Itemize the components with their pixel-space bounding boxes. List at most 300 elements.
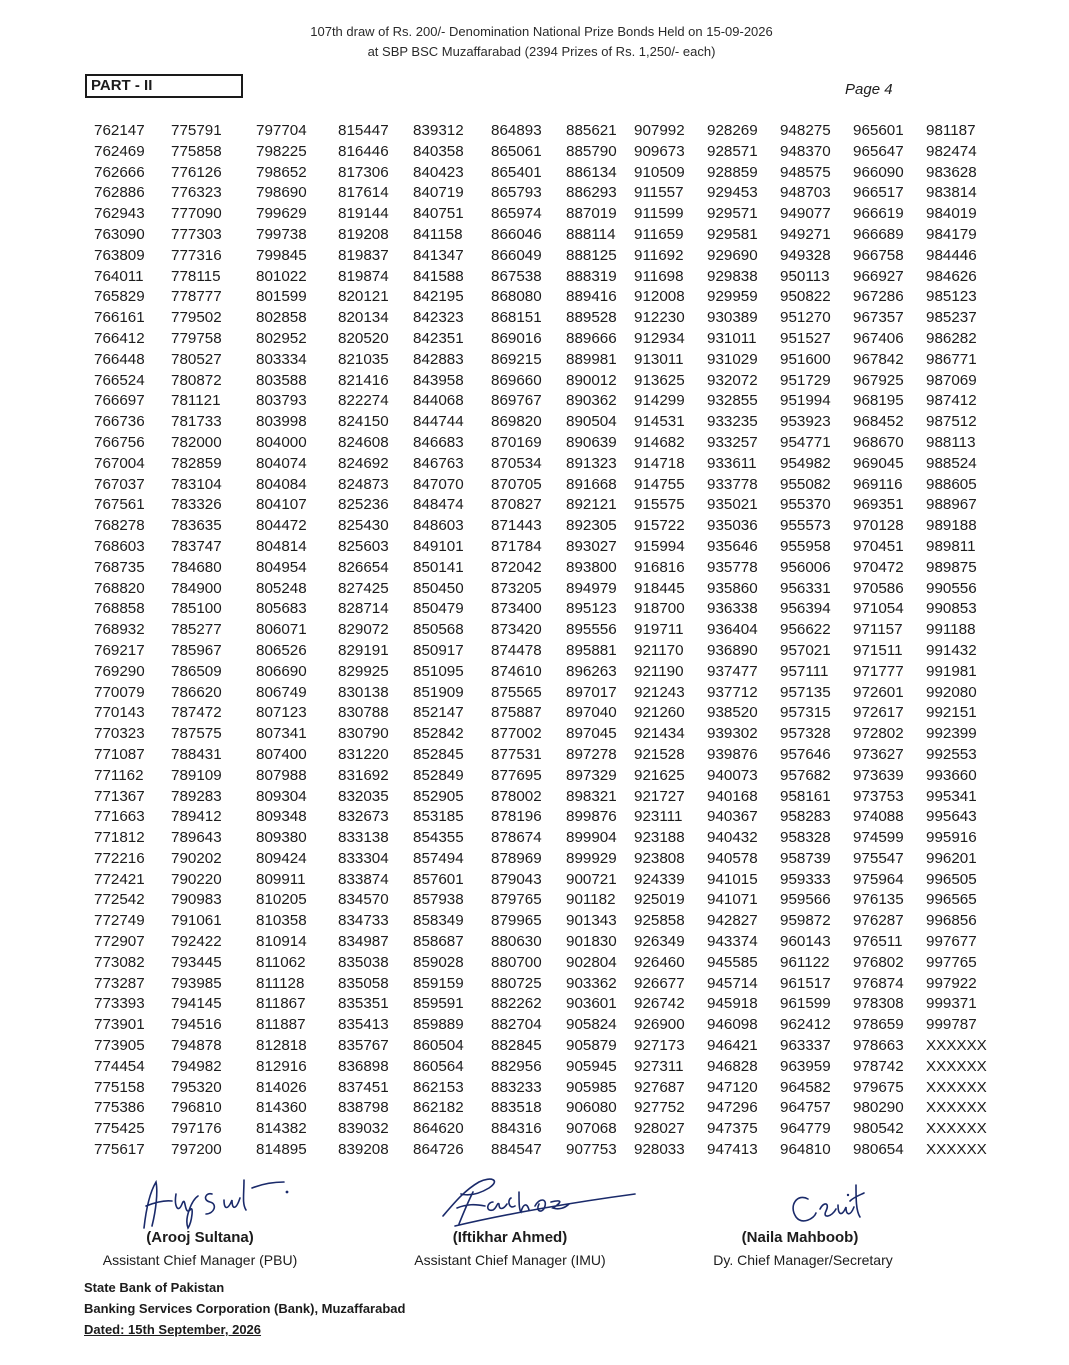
prize-number: 951729 <box>780 371 831 389</box>
prize-number: 942827 <box>707 912 758 930</box>
prize-number: 773393 <box>94 995 145 1013</box>
prize-number: 889981 <box>566 350 617 368</box>
prize-number: 828714 <box>338 600 389 618</box>
prize-number: 926742 <box>634 995 685 1013</box>
prize-number: 951270 <box>780 309 831 327</box>
prize-number: 773287 <box>94 974 145 992</box>
prize-number: 807123 <box>256 704 307 722</box>
prize-number: 897040 <box>566 704 617 722</box>
prize-number: 980290 <box>853 1099 904 1117</box>
prize-number: 928859 <box>707 163 758 181</box>
prize-number: 988524 <box>926 454 977 472</box>
number-column <box>707 121 791 1161</box>
prize-number: 966619 <box>853 205 904 223</box>
prize-number: 957021 <box>780 641 831 659</box>
prize-number: 975547 <box>853 849 904 867</box>
prize-number: 762469 <box>94 142 145 160</box>
prize-number: 817614 <box>338 184 389 202</box>
prize-number: 963959 <box>780 1057 831 1075</box>
prize-number: 775617 <box>94 1141 145 1159</box>
prize-number: 776126 <box>171 163 222 181</box>
prize-number: 810358 <box>256 912 307 930</box>
prize-number: 832035 <box>338 787 389 805</box>
prize-number: 846763 <box>413 454 464 472</box>
prize-number: 867538 <box>491 267 542 285</box>
prize-number: 995916 <box>926 829 977 847</box>
prize-number: 797200 <box>171 1141 222 1159</box>
prize-number: 968195 <box>853 392 904 410</box>
prize-number: 976287 <box>853 912 904 930</box>
prize-number: 824692 <box>338 454 389 472</box>
prize-number: 792422 <box>171 933 222 951</box>
prize-number: 781121 <box>171 392 221 410</box>
signature-arooj-sultana <box>132 1170 292 1235</box>
prize-number: 889528 <box>566 309 617 327</box>
prize-number: 852845 <box>413 745 464 763</box>
prize-number: 770323 <box>94 725 145 743</box>
prize-number: 976802 <box>853 953 904 971</box>
signatory-2-title: Assistant Chief Manager (IMU) <box>414 1252 606 1268</box>
prize-number: 956394 <box>780 600 831 618</box>
prize-number: 926677 <box>634 974 685 992</box>
number-column <box>780 121 864 1161</box>
prize-number: 848474 <box>413 496 464 514</box>
prize-number: 935036 <box>707 517 758 535</box>
prize-number: 806690 <box>256 662 307 680</box>
prize-number: 850568 <box>413 621 464 639</box>
prize-number: 928027 <box>634 1120 685 1138</box>
prize-number: 914682 <box>634 433 685 451</box>
prize-number: 884316 <box>491 1120 542 1138</box>
prize-number: 970472 <box>853 558 904 576</box>
prize-number: 842195 <box>413 288 464 306</box>
prize-number: 882956 <box>491 1057 542 1075</box>
prize-number: 857494 <box>413 849 464 867</box>
prize-number: 784900 <box>171 579 222 597</box>
prize-number: 766756 <box>94 433 145 451</box>
prize-number: XXXXXX <box>926 1141 987 1159</box>
prize-number: 819144 <box>338 205 389 223</box>
signatory-1-title: Assistant Chief Manager (PBU) <box>102 1252 298 1268</box>
prize-number: 958328 <box>780 829 831 847</box>
prize-number: 991432 <box>926 641 977 659</box>
number-column <box>338 121 422 1161</box>
prize-number: 997922 <box>926 974 977 992</box>
prize-number: 787575 <box>171 725 222 743</box>
prize-number: 970451 <box>853 537 904 555</box>
prize-number: 882704 <box>491 1016 542 1034</box>
prize-number: 915994 <box>634 537 685 555</box>
prize-number: 951994 <box>780 392 831 410</box>
prize-number: 843958 <box>413 371 464 389</box>
prize-number: 811062 <box>256 953 306 971</box>
prize-number: 852842 <box>413 725 464 743</box>
prize-number: 850141 <box>413 558 464 576</box>
prize-number: 770079 <box>94 683 145 701</box>
prize-number: 976511 <box>853 933 903 951</box>
prize-number: 874610 <box>491 662 542 680</box>
prize-number: 969351 <box>853 496 904 514</box>
prize-number: 932072 <box>707 371 758 389</box>
prize-number: 993660 <box>926 766 977 784</box>
prize-number: 859889 <box>413 1016 464 1034</box>
prize-number: XXXXXX <box>926 1120 987 1138</box>
prize-number: 949271 <box>780 225 831 243</box>
prize-number: 801022 <box>256 267 307 285</box>
prize-number: 864893 <box>491 122 542 139</box>
prize-number: 786620 <box>171 683 222 701</box>
prize-number: 905824 <box>566 1016 617 1034</box>
prize-number: 954771 <box>780 433 831 451</box>
prize-number: 964810 <box>780 1141 831 1159</box>
prize-number: 779758 <box>171 329 222 347</box>
prize-number: 957646 <box>780 745 831 763</box>
prize-number: 777090 <box>171 205 222 223</box>
prize-number: 770143 <box>94 704 145 722</box>
prize-number: 940578 <box>707 849 758 867</box>
prize-number: 859028 <box>413 953 464 971</box>
prize-number: 771162 <box>94 766 144 784</box>
prize-number-grid <box>0 121 1069 1166</box>
prize-number: 824608 <box>338 433 389 451</box>
prize-number: 939302 <box>707 725 758 743</box>
prize-number: 865061 <box>491 142 542 160</box>
prize-number: 941015 <box>707 870 758 888</box>
prize-number: 766448 <box>94 350 145 368</box>
prize-number: 819874 <box>338 267 389 285</box>
prize-number: 840751 <box>413 205 464 223</box>
prize-number: 901830 <box>566 933 617 951</box>
prize-number: 967286 <box>853 288 904 306</box>
prize-number: 905985 <box>566 1078 617 1096</box>
prize-number: 772216 <box>94 849 145 867</box>
prize-number: 903601 <box>566 995 617 1013</box>
prize-number: 804000 <box>256 433 307 451</box>
prize-number: 772749 <box>94 912 145 930</box>
prize-number: 940168 <box>707 787 758 805</box>
prize-number: 965647 <box>853 142 904 160</box>
prize-number: 786509 <box>171 662 222 680</box>
prize-number: 960143 <box>780 933 831 951</box>
prize-number: 773905 <box>94 1037 145 1055</box>
prize-number: 825430 <box>338 517 389 535</box>
prize-number: 852849 <box>413 766 464 784</box>
prize-number: 933778 <box>707 475 758 493</box>
prize-number: 976135 <box>853 891 904 909</box>
prize-number: 762886 <box>94 184 145 202</box>
prize-number: 768278 <box>94 517 145 535</box>
prize-number: 791061 <box>171 912 222 930</box>
prize-number: 893800 <box>566 558 617 576</box>
prize-number: 772907 <box>94 933 145 951</box>
prize-number: 962412 <box>780 1016 831 1034</box>
prize-number: 798225 <box>256 142 307 160</box>
prize-number: 851909 <box>413 683 464 701</box>
prize-number: 769290 <box>94 662 145 680</box>
prize-number: 812916 <box>256 1057 307 1075</box>
prize-number: 820520 <box>338 329 389 347</box>
prize-number: 771812 <box>94 829 145 847</box>
prize-number: 981187 <box>926 122 976 139</box>
prize-number: 985123 <box>926 288 977 306</box>
prize-number: 969116 <box>853 475 903 493</box>
prize-number: 822274 <box>338 392 389 410</box>
prize-number: XXXXXX <box>926 1037 987 1055</box>
prize-number: 854355 <box>413 829 464 847</box>
prize-number: 959872 <box>780 912 831 930</box>
prize-number: 965601 <box>853 122 904 139</box>
header-line-2: at SBP BSC Muzaffarabad (2394 Prizes of Rs. 1,250/- each) <box>367 44 716 59</box>
prize-number: 979675 <box>853 1078 904 1096</box>
prize-number: 940073 <box>707 766 758 784</box>
prize-number: 892305 <box>566 517 617 535</box>
prize-number: 844068 <box>413 392 464 410</box>
prize-number: 936338 <box>707 600 758 618</box>
prize-number: 893027 <box>566 537 617 555</box>
prize-number: 835351 <box>338 995 389 1013</box>
prize-number: 827425 <box>338 579 389 597</box>
prize-number: 995341 <box>926 787 977 805</box>
footer-branch: Banking Services Corporation (Bank), Muzaffarabad <box>84 1301 406 1316</box>
prize-number: 909673 <box>634 142 685 160</box>
prize-number: 911599 <box>634 205 684 223</box>
prize-number: 809304 <box>256 787 307 805</box>
prize-number: 890639 <box>566 433 617 451</box>
prize-number: 911557 <box>634 184 684 202</box>
page-number: Page 4 <box>845 81 893 98</box>
prize-number: 806526 <box>256 641 307 659</box>
prize-number: 789283 <box>171 787 222 805</box>
prize-number: 859591 <box>413 995 464 1013</box>
prize-number: 897045 <box>566 725 617 743</box>
prize-number: 966758 <box>853 246 904 264</box>
prize-number: 885621 <box>566 122 617 139</box>
prize-number: 780527 <box>171 350 222 368</box>
prize-number: 768603 <box>94 537 145 555</box>
prize-number: 840719 <box>413 184 464 202</box>
prize-number: 889666 <box>566 329 617 347</box>
prize-number: 878196 <box>491 808 542 826</box>
prize-number: 865793 <box>491 184 542 202</box>
prize-number: 830138 <box>338 683 389 701</box>
prize-number: 996565 <box>926 891 977 909</box>
prize-number: 801599 <box>256 288 307 306</box>
prize-number: 815447 <box>338 122 389 139</box>
prize-number: 933235 <box>707 413 758 431</box>
prize-number: 797704 <box>256 122 307 139</box>
prize-number: 880725 <box>491 974 542 992</box>
prize-number: 947296 <box>707 1099 758 1117</box>
prize-number: 772542 <box>94 891 145 909</box>
prize-number: 773901 <box>94 1016 145 1034</box>
prize-number: 850479 <box>413 600 464 618</box>
number-column <box>171 121 255 1161</box>
prize-number: 877002 <box>491 725 542 743</box>
prize-number: 973753 <box>853 787 904 805</box>
prize-number: 964582 <box>780 1078 831 1096</box>
prize-number: 789109 <box>171 766 222 784</box>
prize-number: 802858 <box>256 309 307 327</box>
prize-number: 971054 <box>853 600 904 618</box>
prize-number: 809911 <box>256 870 306 888</box>
prize-number: 966090 <box>853 163 904 181</box>
prize-number: 871443 <box>491 517 542 535</box>
prize-number: 978308 <box>853 995 904 1013</box>
prize-number: 782000 <box>171 433 222 451</box>
prize-number: 964779 <box>780 1120 831 1138</box>
prize-number: 910509 <box>634 163 685 181</box>
prize-number: 817306 <box>338 163 389 181</box>
prize-number: 829072 <box>338 621 389 639</box>
prize-number: 972802 <box>853 725 904 743</box>
prize-number: 964757 <box>780 1099 831 1117</box>
prize-number: 772421 <box>94 870 145 888</box>
prize-number: 992399 <box>926 725 977 743</box>
prize-number: 890504 <box>566 413 617 431</box>
prize-number: 933257 <box>707 433 758 451</box>
prize-number: 913011 <box>634 350 684 368</box>
prize-number: 946828 <box>707 1057 758 1075</box>
prize-number: 947375 <box>707 1120 758 1138</box>
prize-number: 967842 <box>853 350 904 368</box>
footer-dated: Dated: 15th September, 2026 <box>84 1322 262 1337</box>
prize-number: 819837 <box>338 246 389 264</box>
prize-number: 950822 <box>780 288 831 306</box>
prize-number: 865974 <box>491 205 542 223</box>
prize-number: 807400 <box>256 745 307 763</box>
prize-number: 797176 <box>171 1120 222 1138</box>
prize-number: 890362 <box>566 392 617 410</box>
prize-number: 860504 <box>413 1037 464 1055</box>
prize-number: 959333 <box>780 870 831 888</box>
prize-number: 936890 <box>707 641 758 659</box>
prize-number: 880700 <box>491 953 542 971</box>
prize-number: 799845 <box>256 246 307 264</box>
prize-number: 968452 <box>853 413 904 431</box>
prize-number: 970586 <box>853 579 904 597</box>
prize-number: 935778 <box>707 558 758 576</box>
prize-number: 866046 <box>491 225 542 243</box>
prize-number: 919711 <box>634 621 684 639</box>
prize-number: 978659 <box>853 1016 904 1034</box>
prize-number: 775158 <box>94 1078 145 1096</box>
prize-number: 785967 <box>171 641 222 659</box>
prize-number: 932855 <box>707 392 758 410</box>
prize-number: 925019 <box>634 891 685 909</box>
prize-number: 992553 <box>926 745 977 763</box>
prize-number: 775425 <box>94 1120 145 1138</box>
prize-number: 957328 <box>780 725 831 743</box>
prize-number: 951527 <box>780 329 831 347</box>
prize-number: 771087 <box>94 745 145 763</box>
prize-number: 820121 <box>338 288 389 306</box>
prize-number: 935021 <box>707 496 758 514</box>
prize-number: 766524 <box>94 371 145 389</box>
prize-number: 947413 <box>707 1141 758 1159</box>
prize-number: 803588 <box>256 371 307 389</box>
prize-number: 954982 <box>780 454 831 472</box>
prize-number: 839208 <box>338 1141 389 1159</box>
prize-number: 995643 <box>926 808 977 826</box>
number-column <box>491 121 575 1161</box>
prize-number: 768820 <box>94 579 145 597</box>
prize-number: 798652 <box>256 163 307 181</box>
prize-number: 935646 <box>707 537 758 555</box>
prize-number: 784680 <box>171 558 222 576</box>
prize-number: 986282 <box>926 329 977 347</box>
prize-number: 918445 <box>634 579 685 597</box>
prize-number: 869660 <box>491 371 542 389</box>
prize-number: 790220 <box>171 870 222 888</box>
prize-number: 974088 <box>853 808 904 826</box>
prize-number: 857601 <box>413 870 464 888</box>
prize-number: 929581 <box>707 225 758 243</box>
prize-number: 955958 <box>780 537 831 555</box>
prize-number: 940367 <box>707 808 758 826</box>
prize-number: 869016 <box>491 329 542 347</box>
prize-number: 788431 <box>171 745 222 763</box>
prize-number: 793985 <box>171 974 222 992</box>
prize-number: 947120 <box>707 1078 758 1096</box>
header-line-1: 107th draw of Rs. 200/- Denomination National Prize Bonds Held on 15-09-2026 <box>310 24 773 39</box>
prize-number: 806071 <box>256 621 307 639</box>
prize-number: 804084 <box>256 475 307 493</box>
prize-number: 945585 <box>707 953 758 971</box>
prize-number: 897017 <box>566 683 617 701</box>
prize-number: 767561 <box>94 496 145 514</box>
prize-number: 901343 <box>566 912 617 930</box>
prize-number: 785100 <box>171 600 222 618</box>
prize-number: 955370 <box>780 496 831 514</box>
prize-number: 762943 <box>94 205 145 223</box>
prize-number: 811128 <box>256 974 305 992</box>
signatory-3-title: Dy. Chief Manager/Secretary <box>713 1252 893 1268</box>
prize-number: 769217 <box>94 641 145 659</box>
prize-number: 834570 <box>338 891 389 909</box>
prize-number: 984179 <box>926 225 977 243</box>
prize-number: 833138 <box>338 829 389 847</box>
prize-number: 821416 <box>338 371 389 389</box>
prize-number: 777316 <box>171 246 222 264</box>
number-column <box>634 121 718 1161</box>
prize-number: 869215 <box>491 350 542 368</box>
prize-number: 923188 <box>634 829 685 847</box>
prize-number: 945918 <box>707 995 758 1013</box>
prize-number: 987512 <box>926 413 977 431</box>
prize-number: 872042 <box>491 558 542 576</box>
prize-number: 928033 <box>634 1141 685 1159</box>
prize-number: 886293 <box>566 184 617 202</box>
prize-number: 940432 <box>707 829 758 847</box>
prize-number: 987412 <box>926 392 977 410</box>
prize-number: 839032 <box>338 1120 389 1138</box>
prize-number: 897278 <box>566 745 617 763</box>
prize-number: 989875 <box>926 558 977 576</box>
prize-number: 885790 <box>566 142 617 160</box>
prize-number: 970128 <box>853 517 904 535</box>
prize-number: 871784 <box>491 537 542 555</box>
prize-number: 933611 <box>707 454 757 472</box>
prize-number: 888114 <box>566 225 616 243</box>
number-column <box>413 121 497 1161</box>
prize-number: 918700 <box>634 600 685 618</box>
prize-number: 957111 <box>780 662 829 680</box>
prize-number: 766161 <box>94 309 145 327</box>
prize-number: 941071 <box>707 891 758 909</box>
prize-number: 915575 <box>634 496 685 514</box>
prize-number: 961599 <box>780 995 831 1013</box>
prize-number: 929571 <box>707 205 758 223</box>
